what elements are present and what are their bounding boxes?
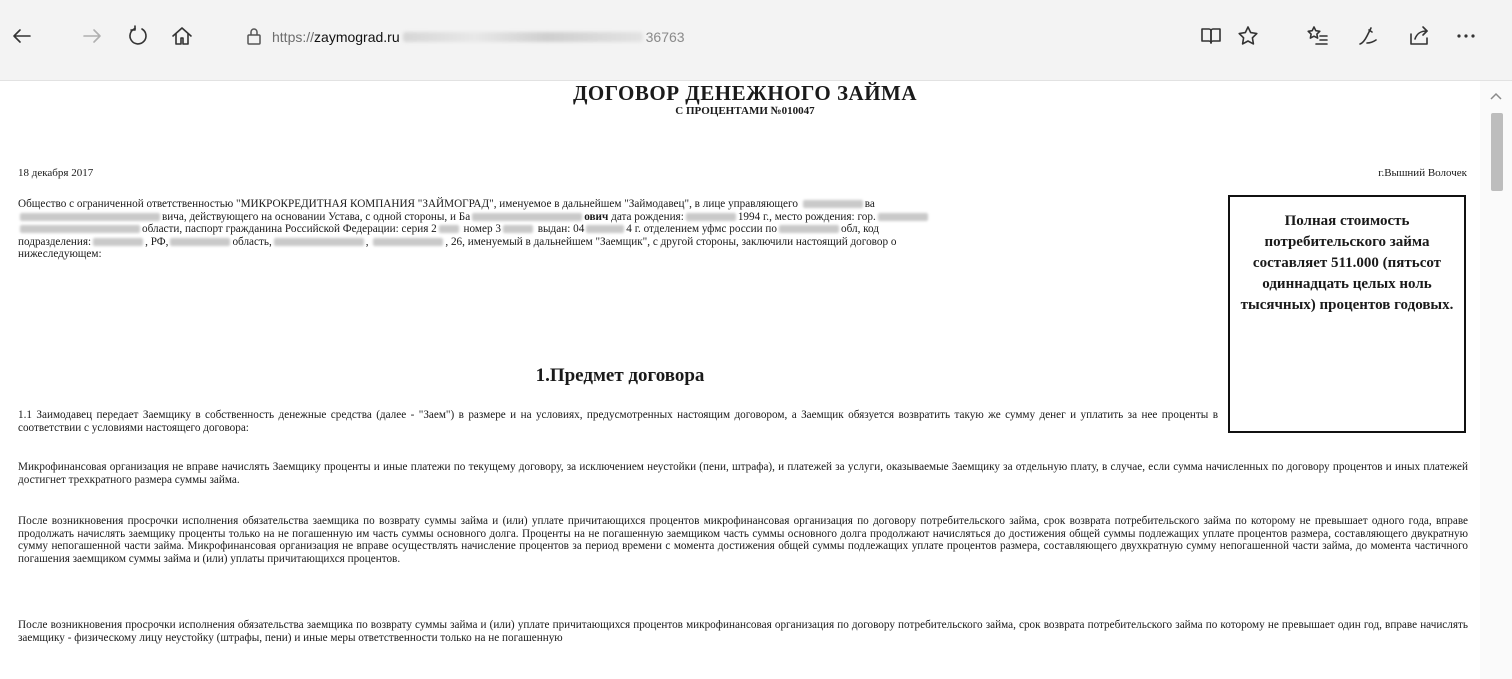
intro-line-5: нижеследующем: (18, 248, 102, 260)
intro-line-2-birth: дата рождения: (608, 210, 684, 223)
scrollbar-thumb[interactable] (1491, 113, 1503, 191)
intro-line-1: Общество с ограниченной ответственностью "МИКРОКРЕДИТНАЯ КОМПАНИЯ "ЗАЙМОГРАД", именуемое в дальнейшем "Займодавец", в лице управляющего (18, 198, 798, 210)
intro-line-2-place: 1994 г., место рождения: гор. (737, 210, 876, 223)
url-host: zaymograd.ru (314, 29, 400, 45)
redacted-series (439, 225, 459, 233)
back-icon[interactable] (6, 20, 38, 52)
url-redacted (403, 32, 643, 42)
intro-line-4-oblast: область, (232, 235, 272, 248)
redacted-issue-date (586, 225, 624, 233)
redacted-region (170, 238, 230, 246)
redacted-name (472, 213, 582, 221)
forward-icon[interactable] (76, 20, 108, 52)
intro-paragraph: Общество с ограниченной ответственностью "МИКРОКРЕДИТНАЯ КОМПАНИЯ "ЗАЙМОГРАД", именуемое в дальнейшем "Займодавец", в лице управляющего ва вича, действующего на основании Устава, с одной стороны, и Ба ович дата рождения: 1994 г., место рождения: гор. области, паспорт гражданина Российской Федерации: серия 2 номер 3 выдан: 04 4 г. отделением уфмс россии по обл, код подразделения: , РФ, область, , , 26, именуемый в дальнейшем "Заемщик", с другой стороны, заключили настоящий договор о нижеследующем: (18, 198, 1218, 261)
lock-icon (246, 27, 262, 48)
favorites-hub-icon[interactable] (1302, 20, 1334, 52)
intro-line-3-office: 4 г. отделением уфмс россии по (626, 223, 777, 235)
paragraph-delay-penalty: После возникновения просрочки исполнения обязательства заемщика по возврату суммы займа и (или) уплате причитающихся процентов микрофинансовая организация по договору потребительского займа, срок возврата потребительского займа по которому не превышает один год, вправе начислять заемщику - физическому лицу неустойку (штрафы, пени) и иные меры ответственности только на не погашенную (18, 619, 1468, 644)
redacted-city (878, 213, 928, 221)
redacted-code (93, 238, 143, 246)
contract-date: 18 декабря 2017 (18, 167, 94, 179)
home-icon[interactable] (166, 20, 198, 52)
total-cost-box: Полная стоимость потребительского займа составляет 511.000 (пятьсот одиннадцать целых ноль тысячных) процентов годовых. (1228, 195, 1466, 433)
paragraph-delay-interest: После возникновения просрочки исполнения обязательства заемщика по возврату суммы займа и (или) уплате причитающихся процентов микрофинансовая организация по договору потребительского займа, срок возврата потребительского займа по которому не превышает одного года, вправе продолжать начислять заемщику проценты только на не погашенную им часть суммы основного долга. Проценты на не погашенную заемщиком часть суммы основного долга продолжают начисляться до достижения общей суммы подлежащих уплате процентов размера, составляющего двукратную сумму непогашенной части займа. Микрофинансовая организация не вправе осуществлять начисление процентов за период времени с момента достижения общей суммы подлежащих уплате процентов размера, составляющего двухкратную сумму непогашенной части займа, до момента частичного погашения заемщиком суммы займа и (или) уплаты причитающихся процентов. (18, 515, 1468, 565)
url-scheme: https:// (272, 29, 315, 45)
url-suffix: 36763 (645, 29, 685, 45)
favorite-star-icon[interactable] (1232, 20, 1264, 52)
paragraph-mfo-limit: Микрофинансовая организация не вправе начислять Заемщику проценты и иные платежи по текущему договору, за исключением неустойки (пени, штрафа), и платежей за услуги, оказываемые Заемщику за отдельную плату, в случае, если сумма начисленных по договору процентов и иных платежей достигнет трехкратного размера суммы займа. (18, 461, 1468, 486)
intro-line-1-end: ва (864, 198, 875, 210)
intro-line-3-code: обл, код (840, 223, 879, 235)
intro-line-4-end: , 26, именуемый в дальнейшем "Заемщик", с другой стороны, заключили настоящий договор о (445, 235, 897, 248)
redacted-name (20, 213, 160, 221)
redacted-city (274, 238, 364, 246)
refresh-icon[interactable] (122, 20, 154, 52)
more-icon[interactable] (1450, 20, 1482, 52)
browser-toolbar (0, 0, 1512, 81)
redacted-street (373, 238, 443, 246)
vertical-scrollbar[interactable] (1480, 81, 1512, 679)
contract-city: г.Вышний Волочек (1378, 167, 1467, 179)
intro-line-3-number: номер 3 (463, 223, 501, 235)
intro-line-2: вича, действующего на основании Устава, с одной стороны, и Ба (162, 210, 471, 223)
address-bar[interactable] (246, 22, 1166, 52)
intro-line-3: области, паспорт гражданина Российской Федерации: серия 2 (142, 223, 437, 235)
intro-line-4-rf: , РФ, (145, 235, 169, 248)
page-subtitle: С ПРОЦЕНТАМИ №010047 (675, 105, 815, 117)
scroll-up-icon[interactable] (1488, 89, 1504, 101)
intro-line-4: подразделения: (18, 235, 92, 248)
document-page (0, 81, 1480, 679)
page-title: ДОГОВОР ДЕНЕЖНОГО ЗАЙМА (572, 81, 918, 105)
redacted-region (20, 225, 140, 233)
notes-pen-icon[interactable] (1352, 20, 1384, 52)
paragraph-1-1: 1.1 Заимодавец передает Заемщику в собственность денежные средства (далее - "Заем") в размере и на условиях, предусмотренных настоящим договором, а Заемщик обязуется возвратить такую же сумму денег и уплатить за нее проценты в соответствии с условиями настоящего договора: (18, 409, 1218, 434)
section-title: 1.Предмет договора (535, 365, 705, 386)
redacted-region (779, 225, 839, 233)
redacted-number (503, 225, 533, 233)
reading-view-icon[interactable] (1195, 20, 1227, 52)
redacted-name (803, 200, 863, 208)
redacted-date (686, 213, 736, 221)
intro-line-3-issued: выдан: 04 (537, 223, 585, 235)
share-icon[interactable] (1403, 20, 1435, 52)
intro-line-2-bold: ович (584, 210, 609, 223)
